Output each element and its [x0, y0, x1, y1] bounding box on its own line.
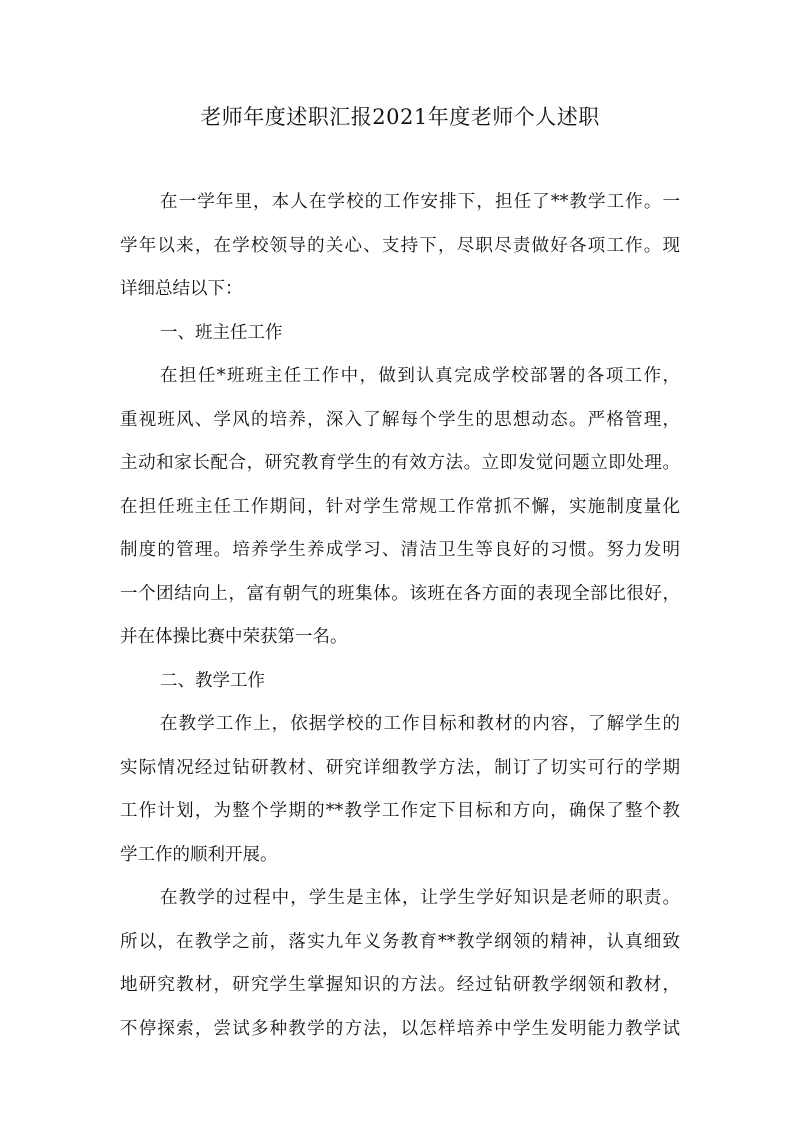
paragraph-teaching-process-line: 在教学的过程中，学生是主体，让学生学好知识是老师的职责。	[160, 888, 680, 908]
paragraph-intro-line: 详细总结以下：	[120, 279, 243, 299]
paragraph-teaching-line: 工作计划，为整个学期的**教学工作定下目标和方向，确保了整个教	[120, 801, 680, 821]
paragraph-intro-line: 在一学年里，本人在学校的工作安排下，担任了**教学工作。一	[160, 192, 680, 212]
paragraph-teaching-line: 实际情况经过钻研教材、研究详细教学方法，制订了切实可行的学期	[120, 758, 680, 778]
paragraph-class-teacher-line: 制度的管理。培养学生养成学习、清洁卫生等良好的习惯。努力发明	[120, 540, 680, 560]
paragraph-teaching-line: 学工作的顺利开展。	[120, 845, 278, 865]
paragraph-class-teacher-line: 在担任班主任工作期间，针对学生常规工作常抓不懈，实施制度量化	[120, 497, 680, 517]
paragraph-teaching-process-line: 所以，在教学之前，落实九年义务教育**教学纲领的精神，认真细致	[120, 932, 680, 952]
document-title: 老师年度述职汇报2021年度老师个人述职	[200, 105, 600, 129]
paragraph-class-teacher-line: 重视班风、学风的培养，深入了解每个学生的思想动态。严格管理，	[120, 410, 680, 430]
paragraph-class-teacher-line: 在担任*班班主任工作中，做到认真完成学校部署的各项工作，	[160, 366, 680, 386]
paragraph-class-teacher-line: 一个团结向上，富有朝气的班集体。该班在各方面的表现全部比很好，	[120, 584, 680, 604]
paragraph-class-teacher-line: 并在体操比赛中荣获第一名。	[120, 627, 348, 647]
section-heading-teaching: 二、教学工作	[160, 671, 265, 691]
paragraph-teaching-process-line: 地研究教材，研究学生掌握知识的方法。经过钻研教学纲领和教材，	[120, 975, 680, 995]
paragraph-teaching-process-line: 不停探索，尝试多种教学的方法，以怎样培养中学生发明能力教学试	[120, 1019, 680, 1039]
paragraph-intro-line: 学年以来，在学校领导的关心、支持下，尽职尽责做好各项工作。现	[120, 236, 680, 256]
paragraph-teaching-line: 在教学工作上，依据学校的工作目标和教材的内容，了解学生的	[160, 714, 680, 734]
section-heading-class-teacher: 一、班主任工作	[160, 323, 283, 343]
paragraph-class-teacher-line: 主动和家长配合，研究教育学生的有效方法。立即发觉问题立即处理。	[120, 453, 680, 473]
